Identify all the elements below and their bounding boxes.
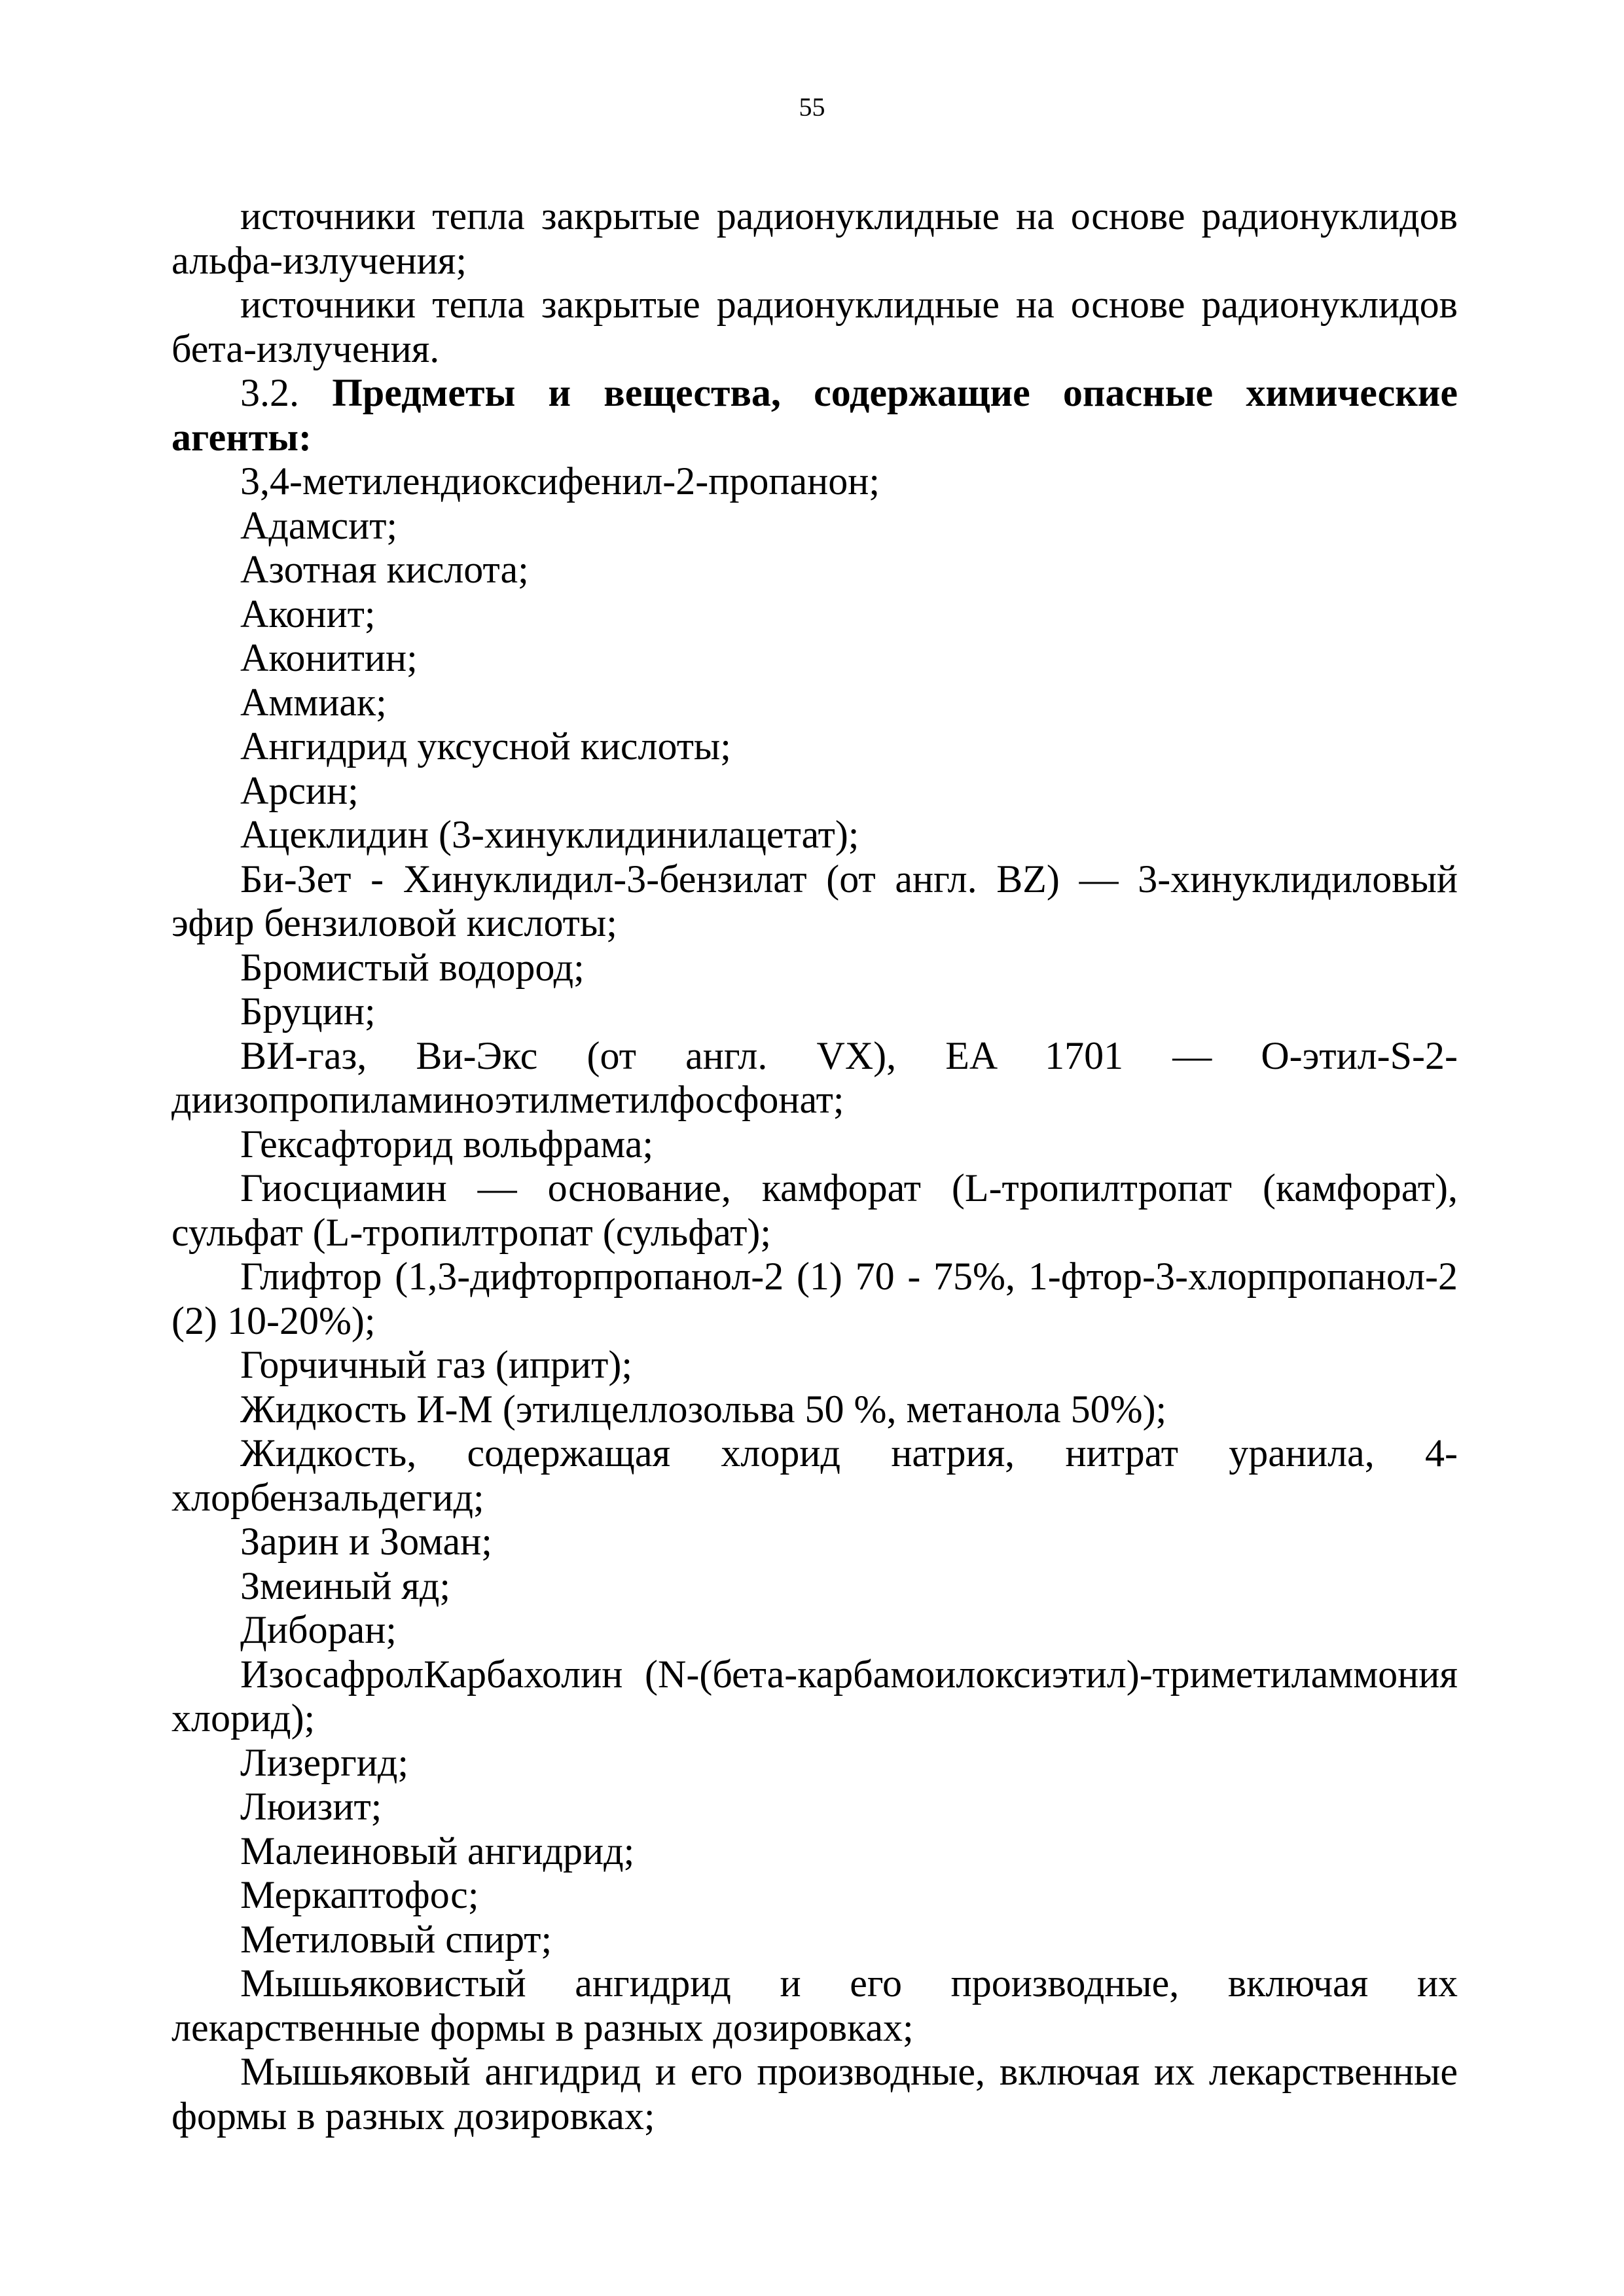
list-item: Глифтор (1,3-дифторпропанол-2 (1) 70 - 75%, 1-фтор-3-хлорпропанол-2 (2) 10-20%); [171,1255,1458,1342]
substance-list [171,459,1458,2138]
list-item: Аконитин; [240,636,418,679]
list-item: Азотная кислота; [240,548,529,591]
list-item: Лизергид; [240,1740,409,1784]
paragraph: источники тепла закрытые радионуклидные на основе радионуклидов альфа-излучения; [171,194,1458,282]
list-item: Бромистый водород; [240,945,585,989]
list-item: Жидкость, содержащая хлорид натрия, нитрат уранила, 4-хлорбензальдегид; [171,1431,1458,1519]
list-item: Аконит; [240,592,376,636]
list-item: ИзосафролКарбахолин (N-(бета-карбамоилоксиэтил)-триметиламмония хлорид); [171,1652,1458,1740]
list-item: Адамсит; [240,503,398,547]
section-heading [171,371,1458,459]
list-item: Диборан; [240,1608,397,1651]
list-item: Гиосциамин — основание, камфорат (L-тропилтропат (камфорат), сульфат (L-тропилтропат (сульфат); [171,1166,1458,1254]
list-item: Аммиак; [240,680,387,724]
page-number: 55 [799,92,825,122]
document-body [171,194,1458,2138]
list-item: Мышьяковый ангидрид и его производные, включая их лекарственные формы в разных дозировках; [171,2050,1458,2138]
section-number: 3.2. [240,371,299,414]
list-item: Меркаптофос; [240,1873,479,1916]
list-item: Ангидрид уксусной кислоты; [240,725,731,768]
list-item: Люизит; [240,1785,382,1828]
list-item: Мышьяковистый ангидрид и его производные, включая их лекарственные формы в разных дозировках; [171,1962,1458,2049]
list-item: 3,4-метилендиоксифенил-2-пропанон; [240,459,880,503]
list-item: Гексафторид вольфрама; [240,1122,654,1166]
list-item: Малеиновый ангидрид; [240,1829,635,1873]
list-item: Зарин и Зоман; [240,1520,492,1563]
section-title: Предметы и вещества, содержащие опасные химические агенты: [171,371,1458,459]
list-item: Ацеклидин (3-хинуклидинилацетат); [240,813,859,856]
list-item: Змеиный яд; [240,1564,451,1607]
list-item: Бруцин; [240,990,376,1033]
list-item: ВИ-газ, Ви-Экс (от англ. VX), EA 1701 — O-этил-S-2-диизопропиламиноэтилметилфосфонат; [171,1033,1458,1121]
list-item: Метиловый спирт; [240,1917,552,1961]
list-item: Би-Зет - Хинуклидил-3-бензилат (от англ. BZ) — 3-хинуклидиловый эфир бензиловой кислоты; [171,857,1458,944]
list-item: Горчичный газ (иприт); [240,1343,633,1386]
paragraph: источники тепла закрытые радионуклидные на основе радионуклидов бета-излучения. [171,283,1458,370]
list-item: Арсин; [240,768,359,812]
list-item: Жидкость И-М (этилцеллозольва 50 %, метанола 50%); [240,1387,1167,1431]
